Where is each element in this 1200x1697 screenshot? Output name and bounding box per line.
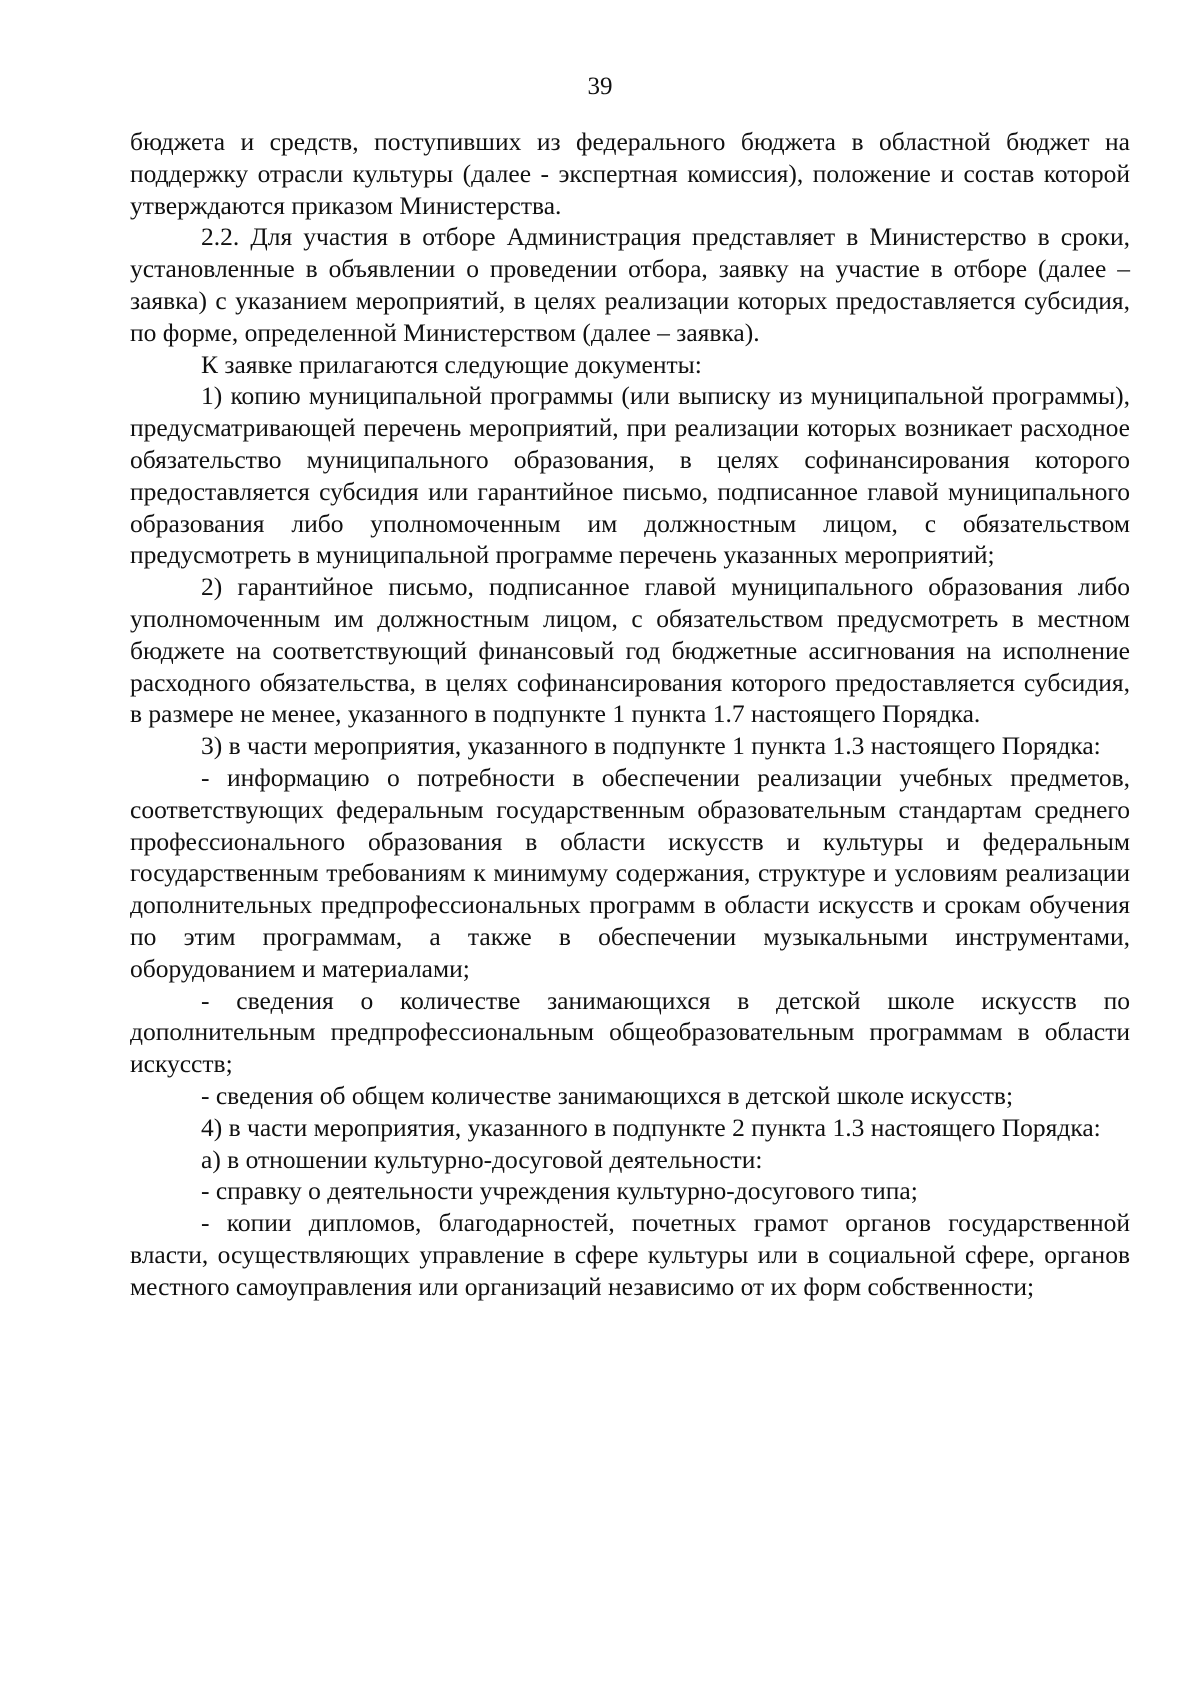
paragraph-item-4: 4) в части мероприятия, указанного в подпункте 2 пункта 1.3 настоящего Порядка: [201,1112,1101,1142]
paragraph-item-2: 2) гарантийное письмо, подписанное главой муниципального образования либо уполномоченным им должностным лицом, с обязательством предусмотреть в местном бюджете на соответствующий финансовый год бюджетные ассигнования на исполнение расходного обязательства, в целях софинансирования которого предоставляется субсидия, в размере не менее, указанного в подпункте 1 пункта 1.7 настоящего Порядка. [130,572,1130,729]
paragraph-item-3-bullet-3: - сведения об общем количестве занимающихся в детской школе искусств; [201,1080,1014,1110]
document-body [130,126,1130,1302]
paragraph-item-3-bullet-2: - сведения о количестве занимающихся в детской школе искусств по дополнительным предпрофессиональным общеобразовательным программам в области искусств; [130,985,1130,1079]
page-number: 39 [587,73,613,100]
paragraph-item-4-a-bullet-1: - справку о деятельности учреждения культурно-досугового типа; [201,1176,918,1206]
paragraph-2-2: 2.2. Для участия в отборе Администрация представляет в Министерство в сроки, установленные в объявлении о проведении отбора, заявку на участие в отборе (далее – заявка) с указанием мероприятий, в целях реализации которых предоставляется субсидия, по форме, определенной Министерством (далее – заявка). [130,222,1130,347]
paragraph-documents-intro: К заявке прилагаются следующие документы: [201,349,702,379]
paragraph-item-3: 3) в части мероприятия, указанного в подпункте 1 пункта 1.3 настоящего Порядка: [201,731,1101,761]
paragraph-item-3-bullet-1: - информацию о потребности в обеспечении реализации учебных предметов, соответствующих федеральным государственным образовательным стандартам среднего профессионального образования в области искусств и культуры и федеральным государственным требованиям к минимуму содержания, структуре и условиям реализации дополнительных предпрофессиональных программ в области искусств и срокам обучения по этим программам, а также в обеспечении музыкальными инструментами, оборудованием и материалами; [130,762,1130,983]
paragraph-item-1: 1) копию муниципальной программы (или выписку из муниципальной программы), предусматривающей перечень мероприятий, при реализации которых возникает расходное обязательство муниципального образования, в целях софинансирования которого предоставляется субсидия или гарантийное письмо, подписанное главой муниципального образования либо уполномоченным им должностным лицом, с обязательством предусмотреть в муниципальной программе перечень указанных мероприятий; [130,381,1130,570]
paragraph-continuation: бюджета и средств, поступивших из федерального бюджета в областной бюджет на поддержку отрасли культуры (далее - экспертная комиссия), положение и состав которой утверждаются приказом Министерства. [130,127,1130,220]
paragraph-item-4-a: а) в отношении культурно-досуговой деятельности: [201,1144,763,1174]
paragraph-item-4-a-bullet-2: - копии дипломов, благодарностей, почетных грамот органов государственной власти, осуществляющих управление в сфере культуры или в социальной сфере, органов местного самоуправления или организаций независимо от их форм собственности; [130,1208,1130,1301]
